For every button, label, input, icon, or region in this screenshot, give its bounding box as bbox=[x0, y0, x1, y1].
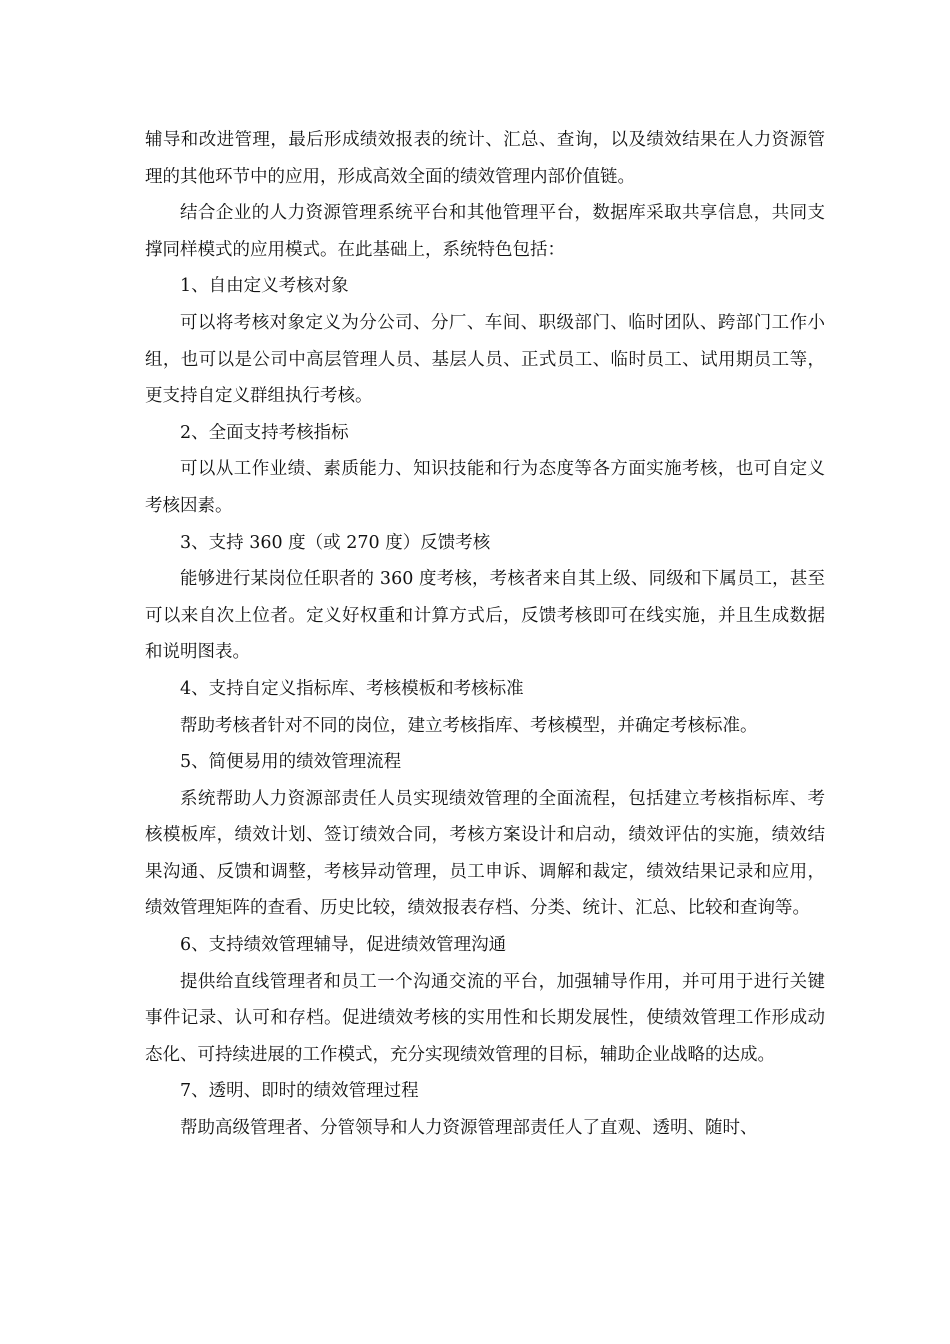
heading-feature-2: 2、全面支持考核指标 bbox=[180, 422, 349, 443]
paragraph-feature-2: 可以从工作业绩、素质能力、知识技能和行为态度等各方面实施考核，也可自定义考核因素。 bbox=[145, 459, 825, 516]
paragraph-feature-3: 能够进行某岗位任职者的 360 度考核，考核者来自其上级、同级和下属员工，甚至可以来自次上位者。定义好权重和计算方式后，反馈考核即可在线实施，并且生成数据和说明图表。 bbox=[145, 569, 825, 663]
paragraph-feature-5: 系统帮助人力资源部责任人员实现绩效管理的全面流程，包括建立考核指标库、考核模板库，绩效计划、签订绩效合同，考核方案设计和启动，绩效评估的实施，绩效结果沟通、反馈和调整，考核异动管理，员工申诉、调解和裁定，绩效结果记录和应用，绩效管理矩阵的查看、历史比较，绩效报表存档、分类、统计、汇总、比较和查询等。 bbox=[145, 788, 825, 919]
paragraph-continuation: 辅导和改进管理，最后形成绩效报表的统计、汇总、查询，以及绩效结果在人力资源管理的其他环节中的应用，形成高效全面的绩效管理内部价值链。 bbox=[145, 130, 825, 187]
heading-feature-5: 5、简便易用的绩效管理流程 bbox=[180, 752, 402, 773]
paragraph-feature-4: 帮助考核者针对不同的岗位，建立考核指库、考核模型，并确定考核标准。 bbox=[180, 715, 758, 736]
paragraph-feature-6: 提供给直线管理者和员工一个沟通交流的平台，加强辅导作用，并可用于进行关键事件记录、认可和存档。促进绩效考核的实用性和长期发展性，使绩效管理工作形成动态化、可持续进展的工作模式，充分实现绩效管理的目标，辅助企业战略的达成。 bbox=[145, 971, 825, 1065]
heading-feature-3: 3、支持 360 度（或 270 度）反馈考核 bbox=[180, 532, 491, 553]
paragraph-intro: 结合企业的人力资源管理系统平台和其他管理平台，数据库采取共享信息，共同支撑同样模式的应用模式。在此基础上，系统特色包括： bbox=[145, 203, 825, 260]
paragraph-feature-7: 帮助高级管理者、分管领导和人力资源管理部责任人了直观、透明、随时、 bbox=[180, 1118, 758, 1139]
heading-feature-6: 6、支持绩效管理辅导，促进绩效管理沟通 bbox=[180, 935, 507, 956]
heading-feature-4: 4、支持自定义指标库、考核模板和考核标准 bbox=[180, 678, 524, 699]
paragraph-feature-1: 可以将考核对象定义为分公司、分厂、车间、职级部门、临时团队、跨部门工作小组，也可以是公司中高层管理人员、基层人员、正式员工、临时员工、试用期员工等，更支持自定义群组执行考核。 bbox=[145, 312, 825, 407]
heading-feature-7: 7、透明、即时的绩效管理过程 bbox=[180, 1081, 419, 1102]
heading-feature-1: 1、自由定义考核对象 bbox=[180, 276, 349, 297]
document-body bbox=[145, 122, 825, 1147]
